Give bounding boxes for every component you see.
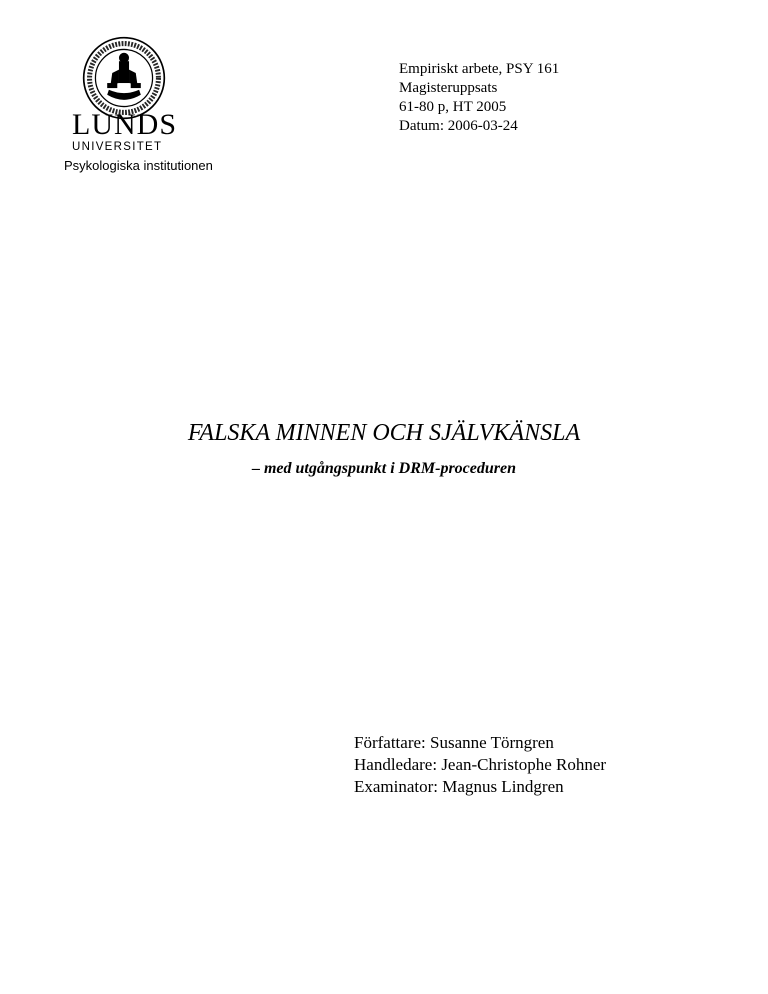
thesis-type-line: Magisteruppsats (399, 80, 498, 96)
department-name: Psykologiska institutionen (64, 158, 213, 173)
thesis-title: FALSKA MINNEN OCH SJÄLVKÄNSLA (187, 420, 581, 446)
thesis-subtitle: – med utgångspunkt i DRM-proceduren (251, 460, 517, 477)
date-line: Datum: 2006-03-24 (399, 118, 518, 134)
thesis-meta-block (399, 60, 559, 136)
university-wordmark-subline: UNIVERSITET (72, 141, 163, 153)
course-line: Empiriskt arbete, PSY 161 (399, 61, 560, 77)
credits-block (354, 732, 606, 798)
credits-term-line: 61-80 p, HT 2005 (399, 99, 507, 115)
supervisor-line: Handledare: Jean-Christophe Rohner (354, 755, 607, 774)
author-line: Författare: Susanne Törngren (354, 733, 554, 752)
examiner-line: Examinator: Magnus Lindgren (354, 777, 564, 796)
university-wordmark: LUNDS (72, 108, 178, 141)
